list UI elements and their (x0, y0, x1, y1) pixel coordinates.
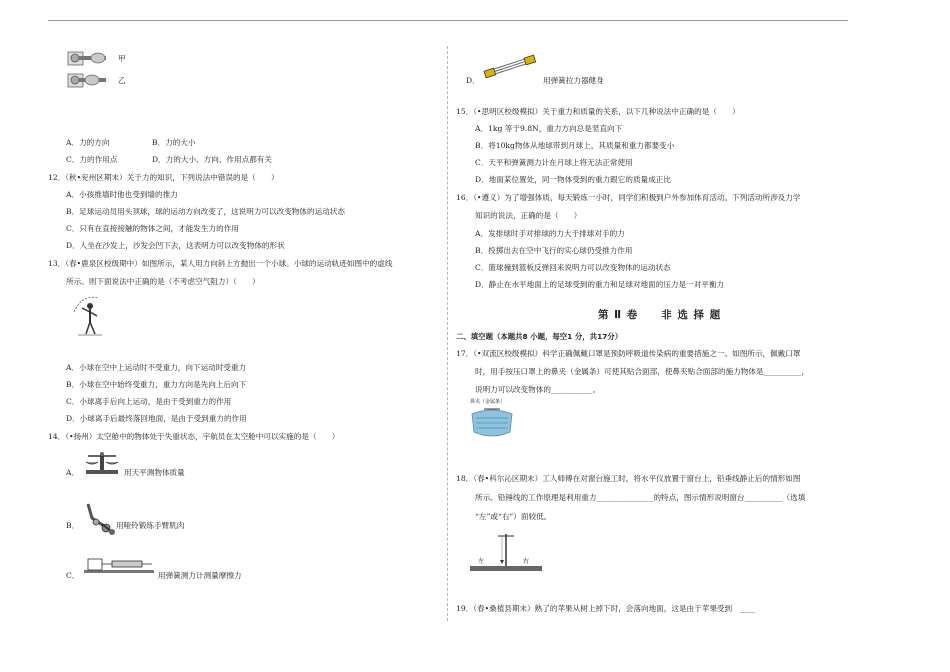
q15-option-b: B．将10kg物体从地球带到月球上，其质量和重力都要变小 (475, 141, 675, 150)
q13-option-d: D．小球离手后最终落回地面，是由于受到重力的作用 (66, 414, 247, 423)
q17-line2: 时，用手按压口罩上的鼻夹（金属条）可使其贴合面部，使鼻夹贴合面部的施力物体是__________， (475, 367, 810, 376)
q15-option-a: A．1kg 等于9.8N，重力方向总是竖直向下 (475, 124, 623, 133)
q14-option-a-text: 用天平测物体质量 (124, 468, 185, 477)
plumb-figure-label-left: 左 (478, 558, 485, 565)
q16-option-d: D．静止在水平地面上的足球受到的重力和足球对地面的压力是一对平衡力 (475, 280, 725, 289)
q19-line1: 19．（春•桑植县期末）熟了的苹果从树上掉下时，会落向地面，这是由于苹果受到 ____ (456, 604, 755, 613)
q11-option-a: A．力的方向 (66, 138, 110, 147)
q13-option-b: B．小球在空中始终受重力，重力方向是先向上后向下 (66, 380, 247, 389)
wrench-figure (66, 50, 116, 95)
q11-option-c: C．力的作用点 (66, 155, 118, 164)
q18-line3: “左”或“右”）面较低。 (475, 512, 552, 521)
q17-line3: 说明力可以改变物体的___________。 (475, 385, 601, 394)
q12-option-d: D．人坐在沙发上，沙发会凹下去，这表明力可以改变物体的形状 (66, 241, 285, 250)
face-mask-figure (468, 406, 516, 440)
q16-stem-line1: 16．（•遵义）为了增强体质，每天锻炼一小时，同学们积极到户外参加体育活动。下列活动所涉及力学 (456, 193, 801, 202)
column-divider (447, 46, 448, 621)
q16-option-c: C．篮球撞到篮板反弹回来说明力可以改变物体的运动状态 (475, 263, 671, 272)
q17-line1: 17．（•双流区校级模拟）科学正确佩戴口罩是预防呼吸道传染病的重要措施之一。如图所示，佩戴口罩 (456, 349, 801, 358)
q15-option-d: D．地面某位置处，同一物体受到的重力跟它的质量成正比 (475, 175, 671, 184)
q18-line1: 18．（春•科尔沁区期末）工人师傅在对窗台施工时，将水平仪放置于窗台上，铅垂线静止后的情形如图 (456, 474, 801, 483)
ball-throw-figure (68, 292, 108, 338)
q16-option-b: B．投掷出去在空中飞行的实心球仍受推力作用 (475, 246, 633, 255)
q18-line2: 所示。铅锤线的工作原理是利用重力_______________的特点，图示情形说明窗台__________（选填 (475, 493, 806, 502)
q17-figure-label: 鼻夹（金属条） (470, 399, 506, 405)
q14-stem: 14．（•扬州）太空舱中的物体处于失重状态，宇航员在太空舱中可以实施的是（ ） (48, 432, 340, 441)
q16-option-a: A．发排球时手对排球的力大于排球对手的力 (475, 229, 625, 238)
q13-option-c: C．小球离手后向上运动，是由于受到重力的作用 (66, 397, 232, 406)
q14-option-d-prefix: D． (466, 76, 480, 85)
spring-scale-friction-figure (82, 553, 156, 575)
figure-label-yi: 乙 (118, 76, 126, 85)
q15-stem: 15．（•思明区校级模拟）关于重力和质量的关系，以下几种说法中正确的是（ ） (456, 107, 740, 116)
q14-option-d-text: 用弹簧拉力器健身 (543, 76, 604, 85)
q13-stem-line1: 13．（春•鹿泉区校级期中）如图所示，某人用力向斜上方抛出一个小球。小球的运动轨迹如图中的虚线 (48, 259, 393, 268)
q12-stem: 12．（秋•兖州区期末）关于力的知识，下列说法中错误的是（ ） (48, 173, 279, 182)
q12-option-c: C．只有在直接接触的物体之间，才能发生力的作用 (66, 224, 239, 233)
header-rule (48, 20, 848, 21)
q16-stem-line2: 知识的说法，正确的是（ ） (475, 211, 582, 220)
q11-option-d: D．力的大小、方向、作用点都有关 (152, 155, 272, 164)
spring-exerciser-figure (480, 52, 540, 82)
plumb-figure-label-right: 右 (523, 558, 530, 565)
balance-scale-figure (82, 450, 122, 476)
q12-option-b: B．足球运动员用头顶球，球的运动方向改变了，这说明力可以改变物体的运动状态 (66, 207, 345, 216)
q13-option-a: A．小球在空中上运动时不受重力，向下运动时受重力 (66, 363, 247, 372)
part2-title: 第 Ⅱ 卷 非 选 择 题 (598, 309, 722, 321)
q13-stem-line2: 所示。则下面说法中正确的是（不考虑空气阻力）（ ） (66, 277, 260, 286)
dumbbell-arm-figure (82, 500, 116, 536)
section2-heading: 二、填空题（本题共8 小题，每空1 分，共17分） (456, 332, 623, 341)
q14-option-c-prefix: C． (66, 571, 80, 580)
q12-option-a: A．小孩推墙时他也受到墙的推力 (66, 190, 178, 199)
q14-option-b-prefix: B． (66, 521, 80, 530)
q15-option-c: C．天平和弹簧测力计在月球上将无法正常使用 (475, 158, 633, 167)
figure-label-jia: 甲 (118, 54, 126, 63)
q11-option-b: B．力的大小 (152, 138, 196, 147)
q14-option-a-prefix: A． (66, 468, 80, 477)
q14-option-c-text: 用弹簧测力计测量摩擦力 (158, 571, 242, 580)
q14-option-b-text: 用哑铃锻练手臂肌肉 (116, 521, 185, 530)
